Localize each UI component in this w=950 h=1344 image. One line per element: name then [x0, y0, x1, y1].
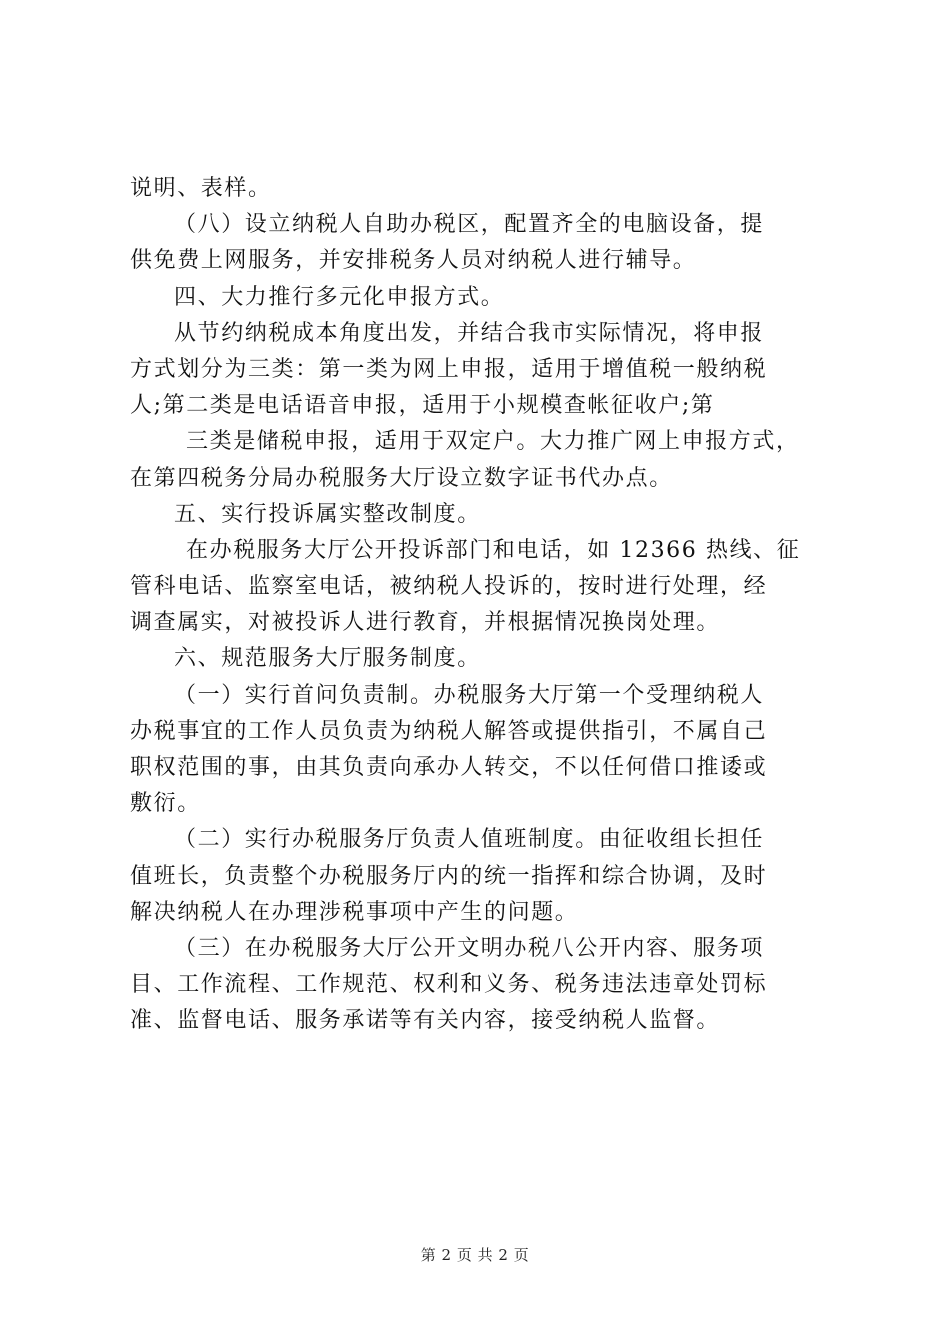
section-heading: 五、实行投诉属实整改制度。	[174, 501, 481, 527]
text-line: 目、工作流程、工作规范、权利和义务、税务违法违章处罚标	[130, 972, 768, 998]
text-line: 方式划分为三类：第一类为网上申报，适用于增值税一般纳税	[130, 356, 768, 382]
text-line: 敷衍。	[130, 791, 201, 817]
text-line: 供免费上网服务，并安排税务人员对纳税人进行辅导。	[130, 248, 697, 274]
page-footer	[0, 1244, 950, 1265]
text-line: 职权范围的事，由其负责向承办人转交，不以任何借口推诿或	[130, 755, 768, 780]
text-line: 调查属实，对被投诉人进行教育，并根据情况换岗处理。	[130, 610, 721, 636]
text-line: 三类是储税申报，适用于双定户。大力推广网上申报方式，	[186, 429, 800, 455]
text-line: （八）设立纳税人自助办税区，配置齐全的电脑设备，提	[174, 212, 765, 238]
text-line: 人;第二类是电话语音申报，适用于小规模查帐征收户;第	[130, 393, 715, 419]
text-line: 管科电话、监察室电话，被纳税人投诉的，按时进行处理，经	[130, 574, 768, 600]
text-line: 从节约纳税成本角度出发，并结合我市实际情况，将申报	[174, 320, 765, 346]
text-line: （二）实行办税服务厅负责人值班制度。由征收组长担任	[174, 827, 765, 853]
text-line: 在第四税务分局办税服务大厅设立数字证书代办点。	[130, 465, 673, 491]
text-line: 值班长，负责整个办税服务厅内的统一指挥和综合协调，及时	[130, 863, 768, 889]
text-line: 准、监督电话、服务承诺等有关内容，接受纳税人监督。	[130, 1008, 721, 1034]
text-line: 解决纳税人在办理涉税事项中产生的问题。	[130, 899, 579, 925]
text-line: 办税事宜的工作人员负责为纳税人解答或提供指引，不属自己	[130, 718, 768, 744]
document-body	[130, 171, 830, 1040]
text-line: 在办税服务大厅公开投诉部门和电话，如 12366 热线、征	[186, 537, 801, 563]
page-number-label: 第 2 页 共 2 页	[420, 1246, 530, 1264]
section-heading: 六、规范服务大厅服务制度。	[174, 646, 481, 672]
text-line: （一）实行首问负责制。办税服务大厅第一个受理纳税人	[174, 682, 765, 708]
text-line: （三）在办税服务大厅公开文明办税八公开内容、服务项	[174, 935, 765, 961]
section-heading: 四、大力推行多元化申报方式。	[174, 284, 505, 310]
text-line: 说明、表样。	[130, 176, 272, 201]
